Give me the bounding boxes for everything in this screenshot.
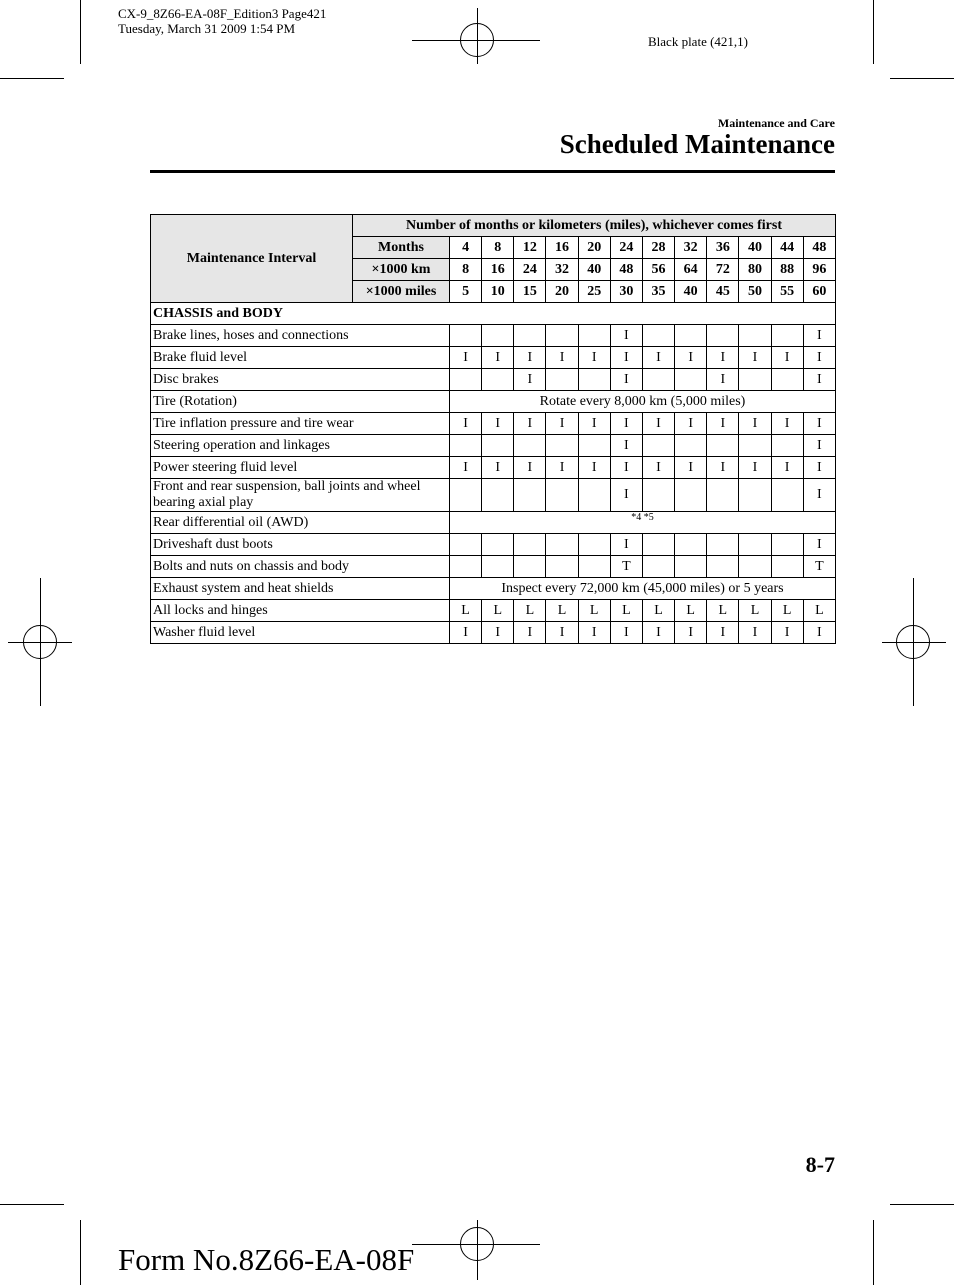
item-value: I [771,347,803,369]
item-value: I [739,347,771,369]
item-value [642,556,674,578]
interval-value: 48 [803,237,835,259]
interval-value: 32 [675,237,707,259]
crop-mark [873,0,874,64]
item-value: I [514,369,546,391]
item-value: I [771,457,803,479]
item-value [578,369,610,391]
item-value: I [482,347,514,369]
item-value: L [771,600,803,622]
interval-value: 60 [803,281,835,303]
interval-value: 5 [450,281,482,303]
item-value: I [578,347,610,369]
crop-mark [0,1204,64,1205]
interval-value: 48 [610,259,642,281]
item-value [578,435,610,457]
interval-value: 45 [707,281,739,303]
item-value [739,325,771,347]
item-value: I [514,347,546,369]
interval-value: 36 [707,237,739,259]
crop-mark [890,78,954,79]
item-value: I [546,413,578,435]
interval-value: 12 [514,237,546,259]
print-header [118,6,326,36]
item-value: I [546,347,578,369]
item-value: I [642,457,674,479]
interval-value: 8 [482,237,514,259]
item-value [514,556,546,578]
item-value: L [610,600,642,622]
interval-value: 50 [739,281,771,303]
item-value [642,369,674,391]
item-span-text: Inspect every 72,000 km (45,000 miles) or 5 years [450,578,836,600]
item-value [642,534,674,556]
item-label: All locks and hinges [151,600,450,622]
item-value: I [450,457,482,479]
crop-mark [890,1204,954,1205]
item-label: Bolts and nuts on chassis and body [151,556,450,578]
item-value [578,325,610,347]
item-value [546,479,578,512]
item-value: I [482,413,514,435]
item-value [771,479,803,512]
item-label: Steering operation and linkages [151,435,450,457]
item-value: I [675,413,707,435]
interval-value: 55 [771,281,803,303]
item-label: Rear differential oil (AWD) [151,512,450,534]
item-value: I [707,369,739,391]
item-value: L [707,600,739,622]
interval-value: 4 [450,237,482,259]
item-value [642,479,674,512]
item-value: I [707,622,739,644]
table-row [151,534,836,556]
item-value [771,556,803,578]
item-value: I [578,457,610,479]
item-label: Tire (Rotation) [151,391,450,413]
interval-value: 24 [610,237,642,259]
table-row [151,556,836,578]
item-value [482,556,514,578]
table-row [151,369,836,391]
interval-row-label: ×1000 miles [353,281,450,303]
item-value: I [610,369,642,391]
crop-mark [873,1220,874,1285]
item-label: Washer fluid level [151,622,450,644]
item-value: L [450,600,482,622]
table-row [151,325,836,347]
interval-value: 25 [578,281,610,303]
item-value: L [675,600,707,622]
item-label: Power steering fluid level [151,457,450,479]
item-value: I [707,413,739,435]
item-value [514,325,546,347]
item-value: I [610,347,642,369]
item-value [739,369,771,391]
item-value [707,534,739,556]
item-value: I [803,435,835,457]
table-header-row [151,215,836,237]
item-value: I [610,622,642,644]
item-value [546,325,578,347]
item-value: I [803,457,835,479]
item-value: I [803,325,835,347]
table-row [151,578,836,600]
interval-value: 15 [514,281,546,303]
interval-heading: Number of months or kilometers (miles), whichever comes first [353,215,836,237]
item-value: L [482,600,514,622]
item-value: I [610,435,642,457]
item-value [771,325,803,347]
item-value: I [803,369,835,391]
item-value [514,479,546,512]
item-value [482,479,514,512]
crop-mark [80,1220,81,1285]
table-row [151,479,836,512]
item-value: L [578,600,610,622]
item-value: I [514,457,546,479]
item-span-text: Rotate every 8,000 km (5,000 miles) [450,391,836,413]
item-value [675,369,707,391]
item-value: I [739,413,771,435]
item-value: I [642,622,674,644]
item-value: I [514,622,546,644]
item-value [675,325,707,347]
item-value [675,435,707,457]
plate-label: Black plate (421,1) [648,34,748,49]
item-value: I [450,347,482,369]
interval-value: 16 [546,237,578,259]
page-number: 8-7 [805,1152,835,1177]
interval-value: 40 [675,281,707,303]
item-value [642,435,674,457]
item-value: I [610,534,642,556]
item-value [675,556,707,578]
item-value: I [610,479,642,512]
item-value [739,556,771,578]
item-value [546,534,578,556]
item-value: I [642,347,674,369]
item-value [771,369,803,391]
item-value [482,534,514,556]
item-value [578,534,610,556]
item-value: I [739,457,771,479]
item-value [707,556,739,578]
interval-value: 28 [642,237,674,259]
item-label: Brake lines, hoses and connections [151,325,450,347]
item-label: Driveshaft dust boots [151,534,450,556]
table-row [151,435,836,457]
table-row [151,600,836,622]
item-value: I [803,479,835,512]
page-title: Scheduled Maintenance [559,129,835,159]
item-value [707,435,739,457]
item-value: I [707,347,739,369]
item-value [771,435,803,457]
item-value: I [482,457,514,479]
item-value: I [803,622,835,644]
item-value [482,369,514,391]
maintenance-table-body [151,215,836,644]
item-label: Exhaust system and heat shields [151,578,450,600]
print-job-name: CX-9_8Z66-EA-08F_Edition3 Page421 [118,6,327,21]
table-row [151,622,836,644]
item-label: Disc brakes [151,369,450,391]
item-value: L [803,600,835,622]
item-value: I [771,622,803,644]
item-value: I [514,413,546,435]
item-value [739,435,771,457]
maintenance-table [150,214,836,644]
interval-value: 30 [610,281,642,303]
item-value [450,369,482,391]
item-value [675,479,707,512]
item-label: Tire inflation pressure and tire wear [151,413,450,435]
interval-row-label: ×1000 km [353,259,450,281]
item-value [482,435,514,457]
print-timestamp: Tuesday, March 31 2009 1:54 PM [118,21,296,36]
interval-row-label: Months [353,237,450,259]
item-value: I [771,413,803,435]
item-value [450,556,482,578]
item-value [450,479,482,512]
item-value: I [578,413,610,435]
item-value: L [546,600,578,622]
interval-value: 16 [482,259,514,281]
interval-value: 10 [482,281,514,303]
item-value: I [675,457,707,479]
item-value: I [578,622,610,644]
item-value: I [675,622,707,644]
item-label: Brake fluid level [151,347,450,369]
form-number: Form No.8Z66-EA-08F [118,1242,415,1277]
interval-value: 56 [642,259,674,281]
item-value: I [803,347,835,369]
group-heading: CHASSIS and BODY [151,303,836,325]
interval-value: 44 [771,237,803,259]
table-row [151,512,836,534]
section-label: Maintenance and Care [717,116,835,130]
item-value [450,534,482,556]
item-value: I [739,622,771,644]
item-value [450,435,482,457]
item-value: I [546,457,578,479]
item-value [514,534,546,556]
item-value [707,325,739,347]
item-value: I [482,622,514,644]
interval-value: 80 [739,259,771,281]
item-value: I [803,413,835,435]
item-value [739,479,771,512]
item-value: L [642,600,674,622]
item-value: I [450,413,482,435]
footnote-ref: *4 *5 [450,512,836,534]
interval-value: 40 [739,237,771,259]
table-row [151,457,836,479]
item-value: I [642,413,674,435]
item-value: I [610,457,642,479]
interval-value: 88 [771,259,803,281]
interval-value: 32 [546,259,578,281]
item-value: I [610,325,642,347]
interval-value: 64 [675,259,707,281]
item-value [450,325,482,347]
table-row [151,391,836,413]
item-value [578,556,610,578]
interval-value: 96 [803,259,835,281]
item-value [675,534,707,556]
item-value: I [546,622,578,644]
item-value [482,325,514,347]
table-row [151,413,836,435]
item-value: T [610,556,642,578]
item-value: T [803,556,835,578]
item-value: I [803,534,835,556]
group-row [151,303,836,325]
item-label: Front and rear suspension, ball joints and wheel bearing axial play [151,479,450,512]
crop-mark [0,78,64,79]
item-value [546,556,578,578]
table-row [151,347,836,369]
title-rule [150,170,835,173]
item-value [707,479,739,512]
interval-value: 8 [450,259,482,281]
item-value: I [707,457,739,479]
item-value [771,534,803,556]
item-value [642,325,674,347]
interval-value: 72 [707,259,739,281]
crop-mark [80,0,81,64]
item-value: I [450,622,482,644]
interval-value: 35 [642,281,674,303]
interval-value: 20 [546,281,578,303]
item-value: I [675,347,707,369]
item-value: L [739,600,771,622]
interval-value: 40 [578,259,610,281]
item-value [578,479,610,512]
item-value [546,369,578,391]
item-value [546,435,578,457]
interval-value: 20 [578,237,610,259]
item-value [514,435,546,457]
item-value [739,534,771,556]
item-value: L [514,600,546,622]
interval-label: Maintenance Interval [151,215,353,303]
interval-value: 24 [514,259,546,281]
item-value: I [610,413,642,435]
